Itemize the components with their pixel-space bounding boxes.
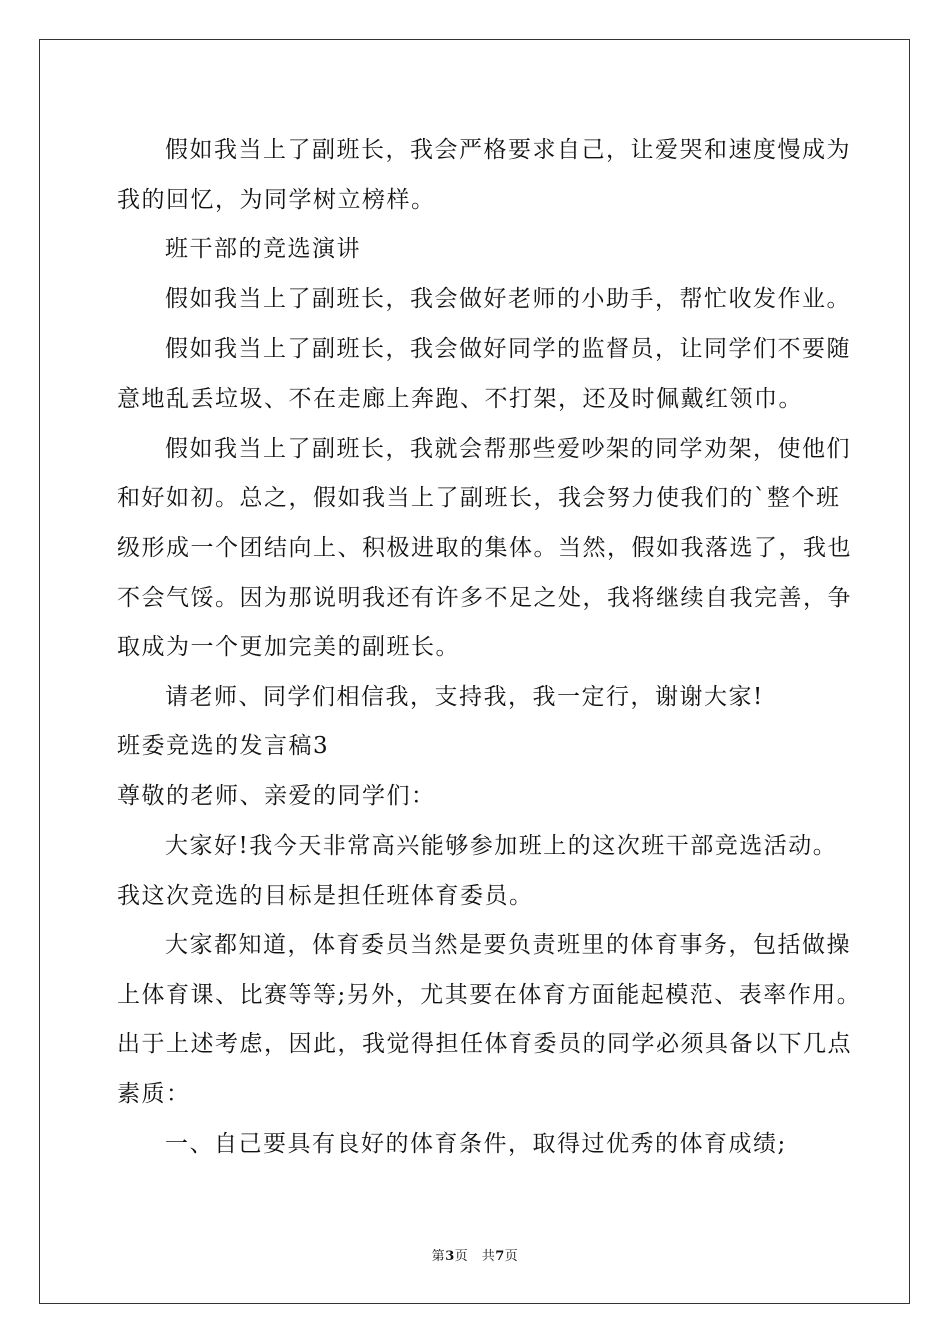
paragraph-line: 一、自己要具有良好的体育条件，取得过优秀的体育成绩;: [165, 1131, 787, 1157]
total-page-number: 7: [495, 1249, 505, 1264]
paragraph-line: 请老师、同学们相信我，支持我，我一定行，谢谢大家!: [165, 684, 764, 710]
section-title: 班委竞选的发言稿3: [117, 733, 330, 759]
page-footer: [0, 1249, 950, 1265]
page-border: [39, 39, 910, 1304]
section-heading: 班干部的竞选演讲: [165, 236, 361, 262]
paragraph-line: 和好如初。总之，假如我当上了副班长，我会努力使我们的`整个班: [117, 485, 841, 511]
salutation: 尊敬的老师、亲爱的同学们：: [117, 783, 436, 809]
paragraph-line: 不会气馁。因为那说明我还有许多不足之处，我将继续自我完善，争: [117, 585, 852, 611]
paragraph-line: 我这次竞选的目标是担任班体育委员。: [117, 883, 534, 909]
paragraph-line: 假如我当上了副班长，我会做好老师的小助手，帮忙收发作业。: [165, 286, 851, 312]
footer-suffix: 页: [504, 1249, 519, 1264]
paragraph-line: 素质：: [117, 1081, 191, 1107]
paragraph-line: 假如我当上了副班长，我会严格要求自己，让爱哭和速度慢成为: [165, 137, 851, 163]
paragraph-line: 上体育课、比赛等等;另外，尤其要在体育方面能起模范、表率作用。: [117, 982, 862, 1008]
paragraph-line: 取成为一个更加完美的副班长。: [117, 634, 460, 660]
paragraph-line: 大家好!我今天非常高兴能够参加班上的这次班干部竞选活动。: [165, 833, 838, 859]
paragraph-line: 意地乱丢垃圾、不在走廊上奔跑、不打架，还及时佩戴红领巾。: [117, 386, 803, 412]
paragraph-line: 假如我当上了副班长，我会做好同学的监督员，让同学们不要随: [165, 336, 851, 362]
paragraph-line: 出于上述考虑，因此，我觉得担任体育委员的同学必须具备以下几点: [117, 1031, 852, 1057]
paragraph-line: 级形成一个团结向上、积极进取的集体。当然，假如我落选了，我也: [117, 535, 852, 561]
current-page-number: 3: [445, 1249, 455, 1264]
footer-prefix: 第: [431, 1249, 446, 1264]
footer-middle: 页 共: [454, 1249, 496, 1264]
paragraph-line: 我的回忆，为同学树立榜样。: [117, 187, 436, 213]
paragraph-line: 大家都知道，体育委员当然是要负责班里的体育事务，包括做操: [165, 932, 851, 958]
paragraph-line: 假如我当上了副班长，我就会帮那些爱吵架的同学劝架，使他们: [165, 436, 851, 462]
